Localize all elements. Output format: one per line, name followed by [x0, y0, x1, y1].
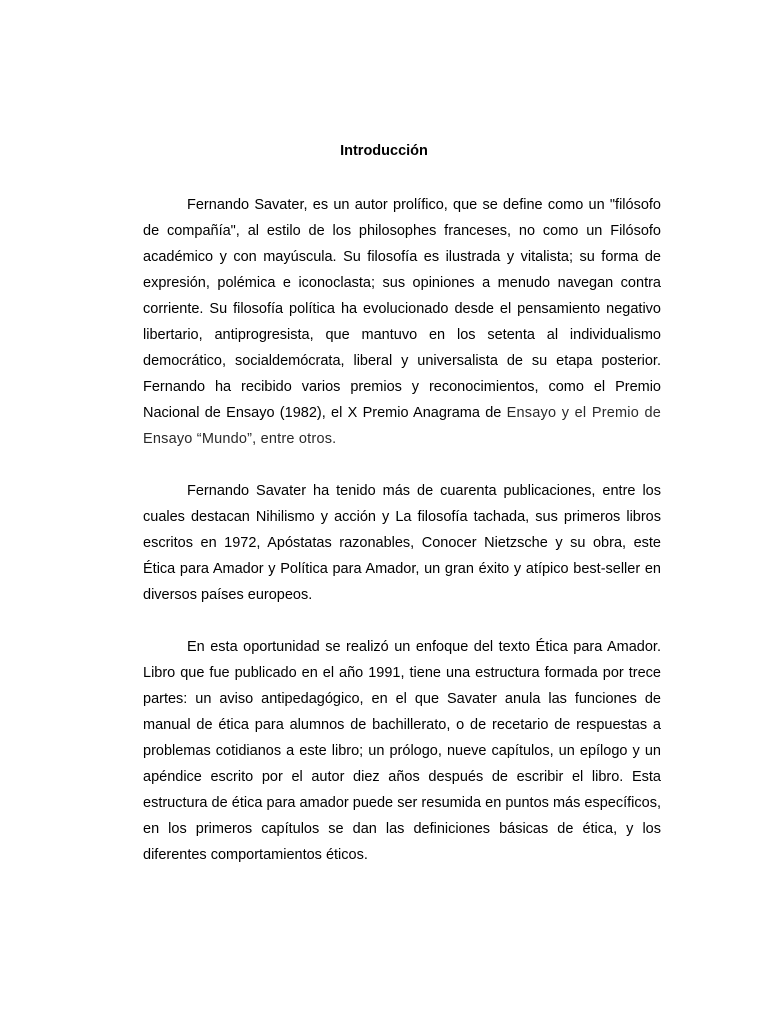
paragraph-2-text: Fernando Savater ha tenido más de cuarenta publicaciones, entre los cuales destacan Nihilismo y acción y La filosofía tachada, sus primeros libros escritos en 1972, Apóstatas razonables, Conocer Nietzsche y su obra, este Ética para Amador y Política para Amador, un gran éxito y atípico best-seller en diversos países europeos. [143, 483, 661, 603]
paragraph-3-text: En esta oportunidad se realizó un enfoque del texto Ética para Amador. Libro que fue publicado en el año 1991, tiene una estructura formada por trece partes: un aviso antipedagógico, en el que Savater anula las funciones de manual de ética para alumnos de bachillerato, o de recetario de respuestas a problemas cotidianos a este libro; un prólogo, nueve capítulos, un epílogo y un apéndice escrito por el autor diez años después de escribir el libro. Esta estructura de ética para amador puede ser resumida en puntos más específicos, en los primeros capítulos se dan las definiciones básicas de ética, y los diferentes comportamientos éticos. [143, 639, 661, 863]
page-title: Introducción [340, 143, 428, 159]
paragraph-2 [143, 478, 661, 608]
paragraph-1-text: Fernando Savater, es un autor prolífico, que se define como un "filósofo de compañía", al estilo de los philosophes franceses, no como un Filósofo académico y con mayúscula. Su filosofía es ilustrada y vitalista; su forma de expresión, polémica e iconoclasta; sus opiniones a menudo navegan contra corriente. Su filosofía política ha evolucionado desde el pensamiento negativo libertario, antiprogresista, que mantuvo en los setenta al individualismo democrático, socialdemócrata, liberal y universalista de su etapa posterior. Fernando ha recibido varios premios y reconocimientos, como el Premio Nacional de Ensayo (1982), el X Premio Anagrama de [143, 197, 661, 421]
paragraph-3 [143, 634, 661, 868]
document-body [143, 192, 661, 894]
paragraph-1-tail: Ensayo y el Premio de Ensayo “Mundo”, entre otros. [143, 405, 661, 447]
paragraph-1 [143, 192, 661, 452]
